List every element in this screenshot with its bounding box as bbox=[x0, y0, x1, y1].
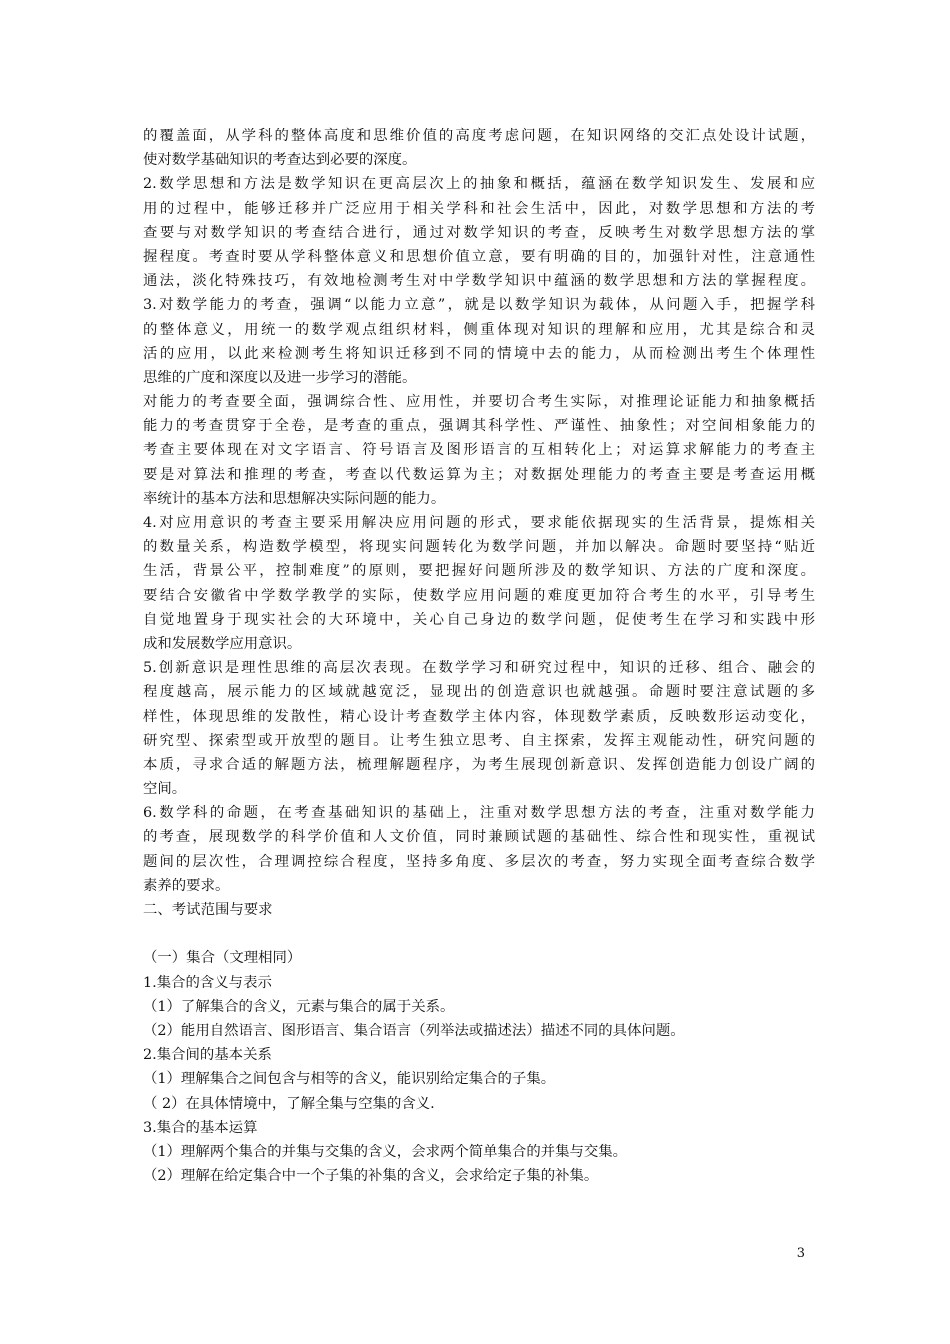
set-line: 1.集合的含义与表示 bbox=[143, 974, 272, 991]
body-line: 的整体意义，用统一的数学观点组织材料，侧重体现对知识的理解和应用，尤其是综合和灵 bbox=[143, 321, 815, 338]
body-line: 题间的层次性，合理调控综合程度，坚持多角度、多层次的考查，努力实现全面考查综合数学 bbox=[143, 853, 815, 870]
body-line: 样性，体现思维的发散性，精心设计考查数学主体内容，体现数学素质，反映数形运动变化， bbox=[143, 708, 815, 725]
set-line: 3.集合的基本运算 bbox=[143, 1119, 258, 1136]
body-line: 率统计的基本方法和思想解决实际问题的能力。 bbox=[143, 490, 446, 507]
set-line: （2）理解在给定集合中一个子集的补集的含义，会求给定子集的补集。 bbox=[143, 1168, 599, 1185]
body-line: 6.数学科的命题，在考查基础知识的基础上，注重对数学思想方法的考查，注重对数学能力 bbox=[143, 805, 815, 822]
body-line: 考查主要体现在对文字语言、符号语言及图形语言的互相转化上；对运算求解能力的考查主 bbox=[143, 442, 815, 459]
body-line: 空间。 bbox=[143, 781, 187, 798]
body-line: 要结合安徽省中学数学教学的实际，使数学应用问题的难度更加符合考生的水平，引导考生 bbox=[143, 587, 815, 604]
body-line: 3.对数学能力的考查，强调“以能力立意”，就是以数学知识为载体，从问题入手，把握学科 bbox=[143, 297, 815, 314]
body-line: 2.数学思想和方法是数学知识在更高层次上的抽象和概括，蕴涵在数学知识发生、发展和应 bbox=[143, 176, 815, 193]
set-line: （1）了解集合的含义，元素与集合的属于关系。 bbox=[143, 998, 455, 1015]
body-line: 思维的广度和深度以及进一步学习的潜能。 bbox=[143, 369, 417, 386]
body-line: 能力的考查贯穿于全卷，是考查的重点，强调其科学性、严谨性、抽象性；对空间相象能力的 bbox=[143, 418, 815, 435]
body-line: 查要与对数学知识的考查结合进行，通过对数学知识的考查，反映考生对数学思想方法的掌 bbox=[143, 224, 815, 241]
body-line: 对能力的考查要全面，强调综合性、应用性，并要切合考生实际，对推理论证能力和抽象概括 bbox=[143, 394, 815, 411]
body-line: 的覆盖面，从学科的整体高度和思维价值的高度考虑问题，在知识网络的交汇点处设计试题， bbox=[143, 128, 815, 144]
body-line: 握程度。考查时要从学科整体意义和思想价值立意，要有明确的目的，加强针对性，注意通性 bbox=[143, 248, 815, 265]
body-line: 要是对算法和推理的考查，考查以代数运算为主；对数据处理能力的考查主要是考查运用概 bbox=[143, 466, 815, 483]
section-heading: 二、考试范围与要求 bbox=[143, 902, 273, 918]
body-line: 自觉地置身于现实社会的大环境中，关心自己身边的数学问题，促使考生在学习和实践中形 bbox=[143, 611, 815, 628]
body-line: 成和发展数学应用意识。 bbox=[143, 635, 302, 652]
body-line: 5.创新意识是理性思维的高层次表现。在数学学习和研究过程中，知识的迁移、组合、融会的 bbox=[143, 660, 815, 677]
page-body bbox=[143, 124, 815, 1188]
body-line: 本质，寻求合适的解题方法，梳理解题程序，为考生展现创新意识、发挥创造能力创设广阔的 bbox=[143, 756, 815, 773]
page-number: 3 bbox=[796, 1246, 805, 1261]
set-line: （1）理解两个集合的并集与交集的含义，会求两个简单集合的并集与交集。 bbox=[143, 1143, 628, 1160]
set-line: 2.集合间的基本关系 bbox=[143, 1047, 272, 1064]
subsection-heading: （一）集合（文理相同） bbox=[143, 950, 302, 967]
blank-line bbox=[143, 922, 815, 946]
body-line: 生活，背景公平，控制难度”的原则，要把握好问题所涉及的数学知识、方法的广度和深度。 bbox=[143, 563, 815, 580]
body-line: 的考查，展现数学的科学价值和人文价值，同时兼顾试题的基础性、综合性和现实性，重视试 bbox=[143, 829, 815, 846]
body-line: 用的过程中，能够迁移并广泛应用于相关学科和社会生活中，因此，对数学思想和方法的考 bbox=[143, 200, 815, 217]
set-line: （1）理解集合之间包含与相等的含义，能识别给定集合的子集。 bbox=[143, 1071, 556, 1088]
body-line: 程度越高，展示能力的区域就越宽泛，显现出的创造意识也就越强。命题时要注意试题的多 bbox=[143, 684, 815, 701]
body-line: 4.对应用意识的考查主要采用解决应用问题的形式，要求能依据现实的生活背景，提炼相关 bbox=[143, 515, 815, 531]
set-line: （ 2）在具体情境中，了解全集与空集的含义. bbox=[143, 1095, 435, 1112]
body-line: 活的应用，以此来检测考生将知识迁移到不同的情境中去的能力，从而检测出考生个体理性 bbox=[143, 345, 815, 362]
body-line: 素养的要求。 bbox=[143, 877, 230, 894]
body-line: 使对数学基础知识的考查达到必要的深度。 bbox=[143, 152, 417, 169]
set-line: （2）能用自然语言、图形语言、集合语言（列举法或描述法）描述不同的具体问题。 bbox=[143, 1022, 685, 1039]
body-line: 通法，淡化特殊技巧，有效地检测考生对中学数学知识中蕴涵的数学思想和方法的掌握程度。 bbox=[143, 273, 815, 290]
body-line: 的数量关系，构造数学模型，将现实问题转化为数学问题，并加以解决。命题时要坚持“贴近 bbox=[143, 539, 815, 556]
body-line: 研究型、探索型或开放型的题目。让考生独立思考、自主探索，发挥主观能动性，研究问题的 bbox=[143, 732, 815, 749]
